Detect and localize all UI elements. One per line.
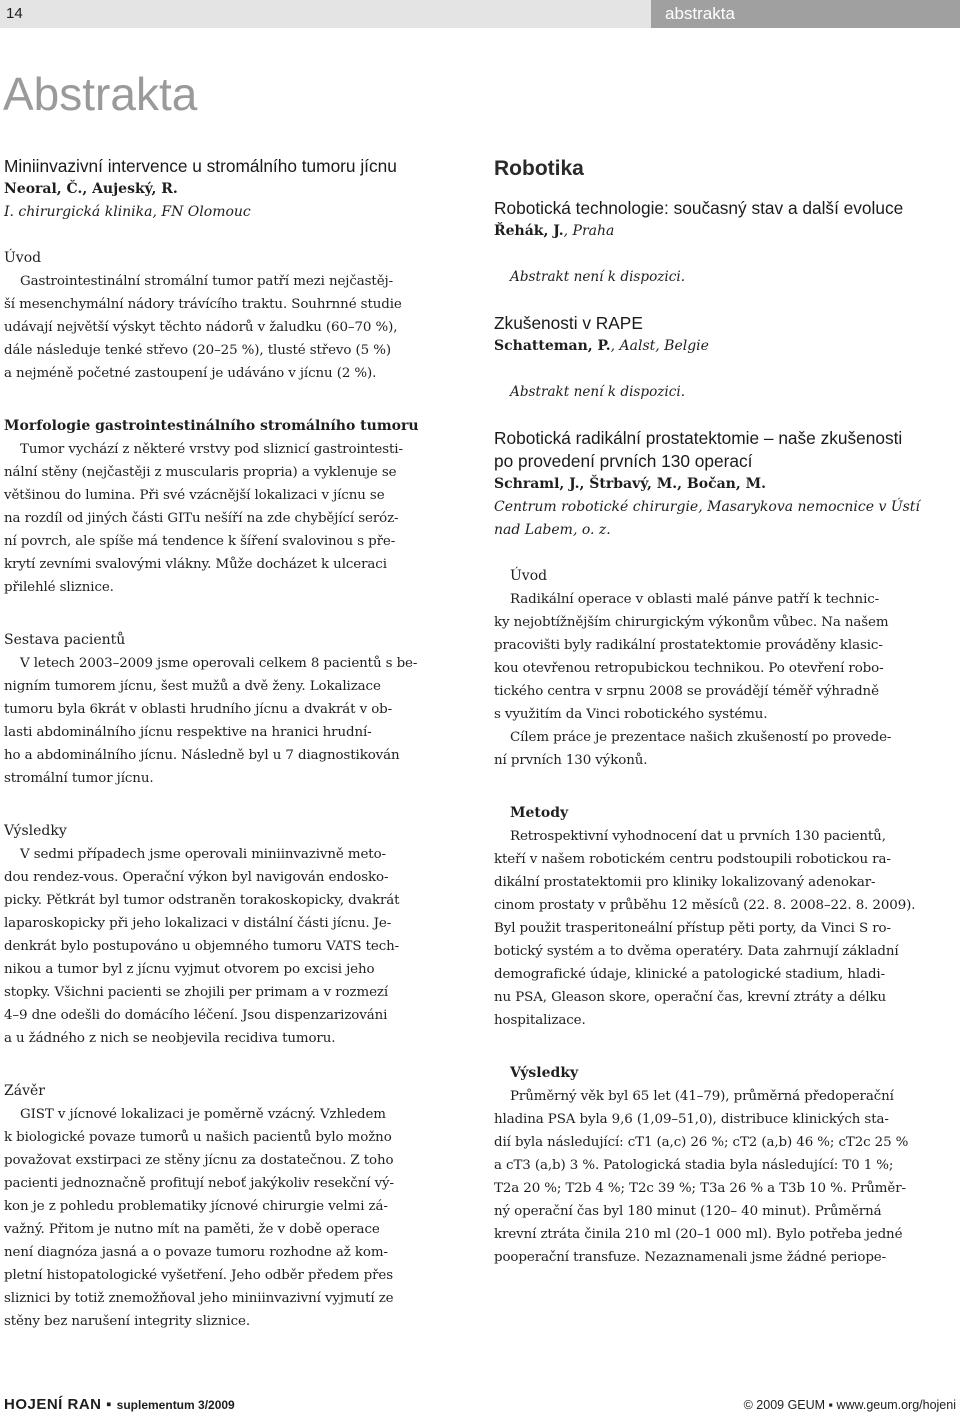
text-line: lasti abdominálního jícnu respektive na hranici hrudní- bbox=[4, 725, 372, 740]
text-line: považovat exstirpaci ze stěny jícnu za dostatečnou. Z toho bbox=[4, 1153, 394, 1168]
abstract-prostatectomy bbox=[494, 427, 956, 1269]
section-heading: Závěr bbox=[4, 1083, 45, 1099]
text-line: Průměrný věk byl 65 let (41–79), průměrná předoperační bbox=[510, 1089, 894, 1104]
text-line: pletní histopatologické vyšetření. Jeho odběr předem přes bbox=[4, 1268, 394, 1283]
abstract-title-line: Robotická radikální prostatektomie – naše zkušenosti bbox=[494, 428, 903, 448]
text-line: Tumor vychází z některé vrstvy pod sliznicí gastrointesti- bbox=[20, 442, 403, 457]
article-affiliation: I. chirurgická klinika, FN Olomouc bbox=[4, 204, 251, 220]
text-line: Radikální operace v oblasti malé pánve patří k technic- bbox=[510, 592, 880, 607]
section-title-robotika: Robotika bbox=[494, 157, 584, 180]
section-heading: Výsledky bbox=[4, 823, 67, 839]
text-line: sliznici by totiž znemožňoval jeho miniinvazivní vyjmutí ze bbox=[4, 1291, 394, 1306]
text-line: nální stěny (nejčastěji z muscularis propria) a vyklenuje se bbox=[4, 465, 397, 480]
text-line: stopky. Všichni pacienti se zhojili per primam a v rozmezí bbox=[4, 985, 389, 1000]
article-body bbox=[4, 247, 467, 1333]
text-line: přilehlé sliznice. bbox=[4, 580, 114, 595]
text-line: kou otevřenou retropubickou technikou. Po otevření robo- bbox=[494, 661, 884, 676]
text-line: botický systém a to dvěma operatéry. Data zahrnují základní bbox=[494, 944, 899, 959]
text-line: ní prvních 130 výkonů. bbox=[494, 753, 648, 768]
text-line: ší mesenchymální nádory trávícího traktu. Souhrnné studie bbox=[4, 297, 402, 312]
text-line: krevní ztráta činila 210 ml (20–1 000 ml). Bylo potřeba jedné bbox=[494, 1227, 903, 1242]
text-line: krytí zevními svalovými vlákny. Může docházet k ulceraci bbox=[4, 557, 387, 572]
text-line: není diagnóza jasná a o povaze tumoru rozhodne až kom- bbox=[4, 1245, 388, 1260]
abstract-title: Robotická technologie: současný stav a další evoluce bbox=[494, 198, 904, 218]
footer-copyright: © 2009 GEUM ▪ www.geum.org/hojeni bbox=[743, 1398, 956, 1412]
text-line: nigním tumorem jícnu, šest mužů a dvě ženy. Lokalizace bbox=[4, 679, 381, 694]
abstract-section bbox=[4, 629, 467, 790]
right-column bbox=[494, 155, 956, 1269]
text-line: dií byla následující: cT1 (a,c) 26 %; cT2 (a,b) 46 %; cT2c 25 % bbox=[494, 1135, 909, 1150]
text-line: kon je z pohledu problematiky jícnové chirurgie velmi zá- bbox=[4, 1199, 388, 1214]
text-line: ný operační čas byl 180 minut (120– 40 minut). Průměrná bbox=[494, 1204, 882, 1219]
text-line: udávají největší výskyt těchto nádorů v žaludku (60–70 %), bbox=[4, 320, 398, 335]
abstract-section bbox=[494, 565, 956, 772]
article-title: Miniinvazivní intervence u stromálního tumoru jícnu bbox=[4, 156, 397, 176]
section-heading: Morfologie gastrointestinálního stromálního tumoru bbox=[4, 418, 419, 434]
text-line: hladina PSA byla 9,6 (1,09–51,0), distribuce klinických sta- bbox=[494, 1112, 889, 1127]
abstract-title-line: po provedení prvních 130 operací bbox=[494, 451, 753, 471]
text-line: dále následuje tenké střevo (20–25 %), tlusté střevo (5 %) bbox=[4, 343, 391, 358]
abstract-section bbox=[4, 1080, 467, 1333]
abstract-section bbox=[4, 247, 467, 385]
abstract-section bbox=[4, 820, 467, 1050]
section-label: abstrakta bbox=[651, 0, 960, 28]
text-line: Cílem práce je prezentace našich zkušeností po provede- bbox=[510, 730, 892, 745]
text-line: nikou a tumor byl z jícnu vyjmut otvorem po excisi jeho bbox=[4, 962, 375, 977]
abstract-unavailable: Abstrakt není k dispozici. bbox=[510, 269, 686, 285]
abstract-section bbox=[4, 415, 467, 599]
text-line: kteří v našem robotickém centru podstoupili robotickou ra- bbox=[494, 852, 891, 867]
page-header bbox=[0, 0, 960, 28]
text-line: ní povrch, ale spíše má tendence k šíření svalovinou s pře- bbox=[4, 534, 396, 549]
text-line: V letech 2003–2009 jsme operovali celkem 8 pacientů s be- bbox=[20, 656, 418, 671]
text-line: hospitalizace. bbox=[494, 1013, 586, 1028]
abstract-author: Schatteman, P., Aalst, Belgie bbox=[494, 338, 709, 354]
text-line: s využitím da Vinci robotického systému. bbox=[494, 707, 768, 722]
section-heading: Metody bbox=[510, 805, 569, 821]
text-line: Gastrointestinální stromální tumor patří mezi nejčastěj- bbox=[20, 274, 393, 289]
abstract-affiliation-line: Centrum robotické chirurgie, Masarykova nemocnice v Ústí bbox=[494, 499, 920, 515]
text-line: ho a abdominálního jícnu. Následně byl u 7 diagnostikován bbox=[4, 748, 400, 763]
abstract-title: Zkušenosti v RAPE bbox=[494, 313, 643, 333]
abstract-section bbox=[494, 1062, 956, 1269]
page-number: 14 bbox=[0, 0, 651, 28]
text-line: ky nejobtížnějším chirurgickým výkonům vůbec. Na našem bbox=[494, 615, 889, 630]
text-line: a cT3 (a,b) 3 %. Patologická stadia byla následující: T0 1 %; bbox=[494, 1158, 894, 1173]
text-line: dikální prostatektomii pro kliniky lokalizovaný adenokar- bbox=[494, 875, 876, 890]
section-heading: Úvod bbox=[510, 568, 548, 584]
text-line: dou rendez-vous. Operační výkon byl navigován endosko- bbox=[4, 870, 389, 885]
section-heading: Úvod bbox=[4, 250, 42, 266]
abstract-affiliation-line: nad Labem, o. z. bbox=[494, 522, 611, 538]
text-line: denkrát bylo postupováno u objemného tumoru VATS tech- bbox=[4, 939, 400, 954]
text-line: pracovišti byly radikální prostatektomie prováděny klasic- bbox=[494, 638, 883, 653]
text-line: stromální tumor jícnu. bbox=[4, 771, 154, 786]
page-title: Abstrakta bbox=[3, 68, 198, 120]
text-line: cinom prostaty v průběhu 12 měsíců (22. 8. 2008–22. 8. 2009). bbox=[494, 898, 916, 913]
abstract-section bbox=[494, 802, 956, 1032]
article-authors: Neoral, Č., Aujeský, R. bbox=[4, 181, 178, 197]
abstract-body bbox=[494, 565, 956, 1269]
left-column bbox=[4, 155, 467, 1333]
text-line: stěny bez narušení integrity sliznice. bbox=[4, 1314, 250, 1329]
text-line: GIST v jícnové lokalizaci je poměrně vzácný. Vzhledem bbox=[20, 1107, 386, 1122]
abstract-robotic-technology bbox=[494, 197, 956, 289]
journal-name: HOJENÍ RAN ▪ suplementum 3/2009 bbox=[4, 1396, 235, 1413]
text-line: na rozdíl od jiných části GITu nešíří na zde chybějící seróz- bbox=[4, 511, 399, 526]
text-line: pacienti jednoznačně profitují neboť jakýkoliv resekční vý- bbox=[4, 1176, 394, 1191]
abstract-authors: Schraml, J., Štrbavý, M., Bočan, M. bbox=[494, 476, 766, 492]
page-footer bbox=[0, 1396, 960, 1418]
text-line: tického centra v srpnu 2008 se provádějí téměř výhradně bbox=[494, 684, 879, 699]
text-line: tumoru byla 6krát v oblasti hrudního jícnu a dvakrát v ob- bbox=[4, 702, 393, 717]
text-line: V sedmi případech jsme operovali miniinvazivně meto- bbox=[20, 847, 386, 862]
text-line: a u žádného z nich se neobjevila recidiva tumoru. bbox=[4, 1031, 336, 1046]
text-line: a nejméně početné zastoupení je udáváno v jícnu (2 %). bbox=[4, 366, 377, 381]
text-line: 4–9 dne odešli do domácího léčení. Jsou dispenzarizováni bbox=[4, 1008, 388, 1023]
text-line: Retrospektivní vyhodnocení dat u prvních 130 pacientů, bbox=[510, 829, 886, 844]
text-line: k biologické povaze tumorů u našich pacientů bylo možno bbox=[4, 1130, 392, 1145]
abstract-rape bbox=[494, 312, 956, 404]
text-line: T2a 20 %; T2b 4 %; T2c 39 %; T3a 26 % a T3b 10 %. Průměr- bbox=[494, 1181, 906, 1196]
text-line: laparoskopicky při jeho lokalizaci v distální části jícnu. Je- bbox=[4, 916, 392, 931]
abstract-author: Řehák, J., Praha bbox=[494, 223, 615, 239]
section-heading: Sestava pacientů bbox=[4, 632, 126, 648]
text-line: picky. Pětkrát byl tumor odstraněn torakoskopicky, dvakrát bbox=[4, 893, 400, 908]
text-line: Byl použit trasperitoneální přístup pěti porty, da Vinci S ro- bbox=[494, 921, 891, 936]
text-line: demografické údaje, klinické a patologické stadium, hladi- bbox=[494, 967, 886, 982]
section-heading: Výsledky bbox=[510, 1065, 579, 1081]
text-line: většinou do lumina. Při své vzácnější lokalizaci v jícnu se bbox=[4, 488, 385, 503]
text-line: nu PSA, Gleason skore, operační čas, krevní ztráty a délku bbox=[494, 990, 887, 1005]
abstract-unavailable: Abstrakt není k dispozici. bbox=[510, 384, 686, 400]
text-line: pooperační transfuze. Nezaznamenali jsme žádné periope- bbox=[494, 1250, 887, 1265]
text-line: važný. Přitom je nutno mít na paměti, že v době operace bbox=[4, 1222, 380, 1237]
